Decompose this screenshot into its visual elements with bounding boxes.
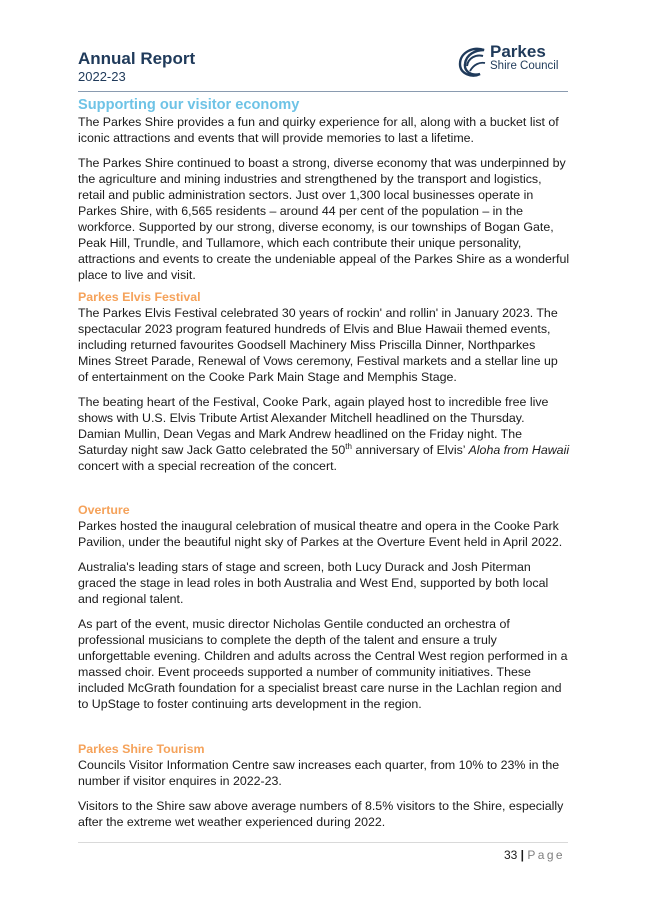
overture-paragraph-2: Australia's leading stars of stage and screen, both Lucy Durack and Josh Piterman graced the stage in lead roles in both Australia and West End, supported by both local and regional talent. [78, 560, 549, 606]
tourism-heading: Parkes Shire Tourism [78, 742, 205, 756]
section-heading: Supporting our visitor economy [78, 97, 300, 113]
report-title: Annual Report [78, 49, 196, 68]
tourism-paragraph-2: Visitors to the Shire saw above average numbers of 8.5% visitors to the Shire, especially after the extreme wet weather experienced during 2022. [78, 799, 564, 829]
header-divider [78, 91, 568, 92]
page-separator: | [520, 848, 525, 862]
footer-divider [78, 842, 568, 843]
overture-heading: Overture [78, 503, 130, 517]
elvis-paragraph-1: The Parkes Elvis Festival celebrated 30 years of rockin' and rollin' in January 2023. The spectacular 2023 program featured hundreds of Elvis and Blue Hawaii themed events, including returned favourites Goodsell Machinery Miss Priscilla Dinner, Northparkes Mines Street Parade, Renewal of Vows ceremony, Festival markets and a stellar line up of entertainment on the Cooke Park Main Stage and Memphis Stage. [78, 306, 558, 384]
report-year: 2022-23 [78, 69, 126, 84]
parkes-swirl-icon [456, 44, 488, 78]
page-header [78, 42, 568, 93]
tourism-paragraph-1: Councils Visitor Information Centre saw increases each quarter, from 10% to 23% in the number if visitor enquires in 2022-23. [78, 758, 560, 788]
logo-subtitle: Shire Council [490, 60, 559, 72]
logo-wordmark: Parkes [490, 42, 546, 61]
overture-paragraph-1: Parkes hosted the inaugural celebration of musical theatre and opera in the Cooke Park Pavilion, under the beautiful night sky of Parkes at the Overture Event held in April 2022. [78, 519, 563, 549]
page-number-value: 33 [503, 848, 518, 862]
intro-paragraph: The Parkes Shire provides a fun and quirky experience for all, along with a bucket list of iconic attractions and events that will provide memories to last a lifetime. [78, 115, 559, 145]
page-content [78, 96, 570, 830]
council-logo [456, 42, 568, 82]
page-label: Page [527, 848, 565, 862]
page-number [504, 848, 565, 862]
economy-paragraph: The Parkes Shire continued to boast a strong, diverse economy that was underpinned by the agriculture and mining industries and strengthened by the transport and logistics, retail and public administration sectors. Just over 1,300 local businesses operate in Parkes Shire, with 6,565 residents – around 44 per cent of the population – in the workforce. Supported by our strong, diverse economy, is our townships of Bogan Gate, Peak Hill, Trundle, and Tullamore, which each contribute their unique personality, attractions and events to create the undeniable appeal of the Parkes Shire as a wonderful place to live and visit. [78, 156, 570, 282]
overture-paragraph-3: As part of the event, music director Nicholas Gentile conducted an orchestra of professional musicians to complete the depth of the talent and ensure a truly unforgettable evening. Children and adults across the Central West region performed in a massed choir. Event proceeds supported a number of community initiatives. These included McGrath foundation for a specialist breast care nurse in the Lachlan region and to UpStage to foster continuing arts development in the region. [78, 617, 568, 711]
elvis-paragraph-2: The beating heart of the Festival, Cooke Park, again played host to incredible free live shows with U.S. Elvis Tribute Artist Alexander Mitchell headlined on the Thursday. Damian Mullin, Dean Vegas and Mark Andrew headlined on the Friday night. The Saturday night saw Jack Gatto celebrated the 50th anniversary of Elvis’ Aloha from Hawaii concert with a special recreation of the concert. [78, 395, 570, 473]
elvis-heading: Parkes Elvis Festival [78, 290, 201, 304]
